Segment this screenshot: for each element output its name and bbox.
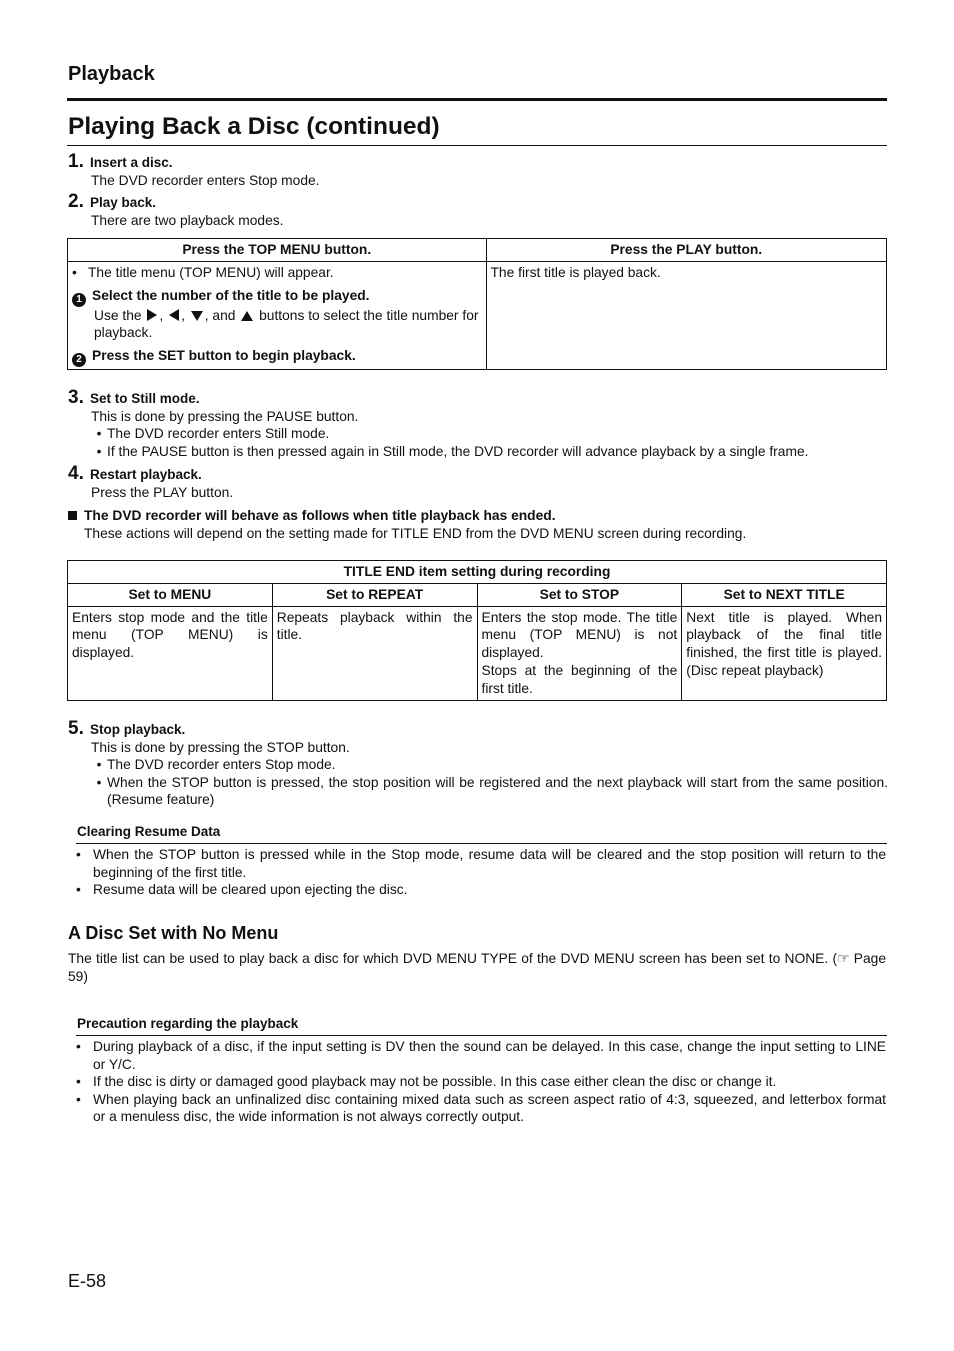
up-arrow-icon bbox=[241, 311, 253, 321]
list-item: 1 Select the number of the title to be played. bbox=[72, 287, 482, 307]
title-rule bbox=[67, 145, 887, 146]
down-arrow-icon bbox=[191, 311, 203, 321]
step-title: Stop playback. bbox=[90, 722, 186, 737]
step-1 bbox=[68, 153, 888, 189]
table-header: Set to NEXT TITLE bbox=[682, 583, 887, 606]
step-desc: The DVD recorder enters Stop mode. bbox=[91, 172, 320, 188]
step-desc: Press the PLAY button. bbox=[91, 484, 234, 500]
table-header: Set to MENU bbox=[68, 583, 273, 606]
header-rule bbox=[67, 98, 887, 101]
list-item: • The DVD recorder enters Stop mode. bbox=[96, 757, 336, 772]
precaution-list bbox=[68, 1038, 886, 1126]
section-header: Playback bbox=[68, 63, 155, 85]
list-item: • When playing back an unfinalized disc containing mixed data such as screen aspect ratio of 4:3, squeezed, and letterbox format or a menuless disc, the wide information is not always correctly output. bbox=[76, 1091, 886, 1124]
list-item: • Resume data will be cleared upon ejecting the disc. bbox=[76, 882, 408, 897]
clearing-heading: Clearing Resume Data bbox=[77, 824, 221, 839]
step-instructions: Use the , , , and buttons to select the title number for playback. bbox=[94, 307, 479, 341]
right-arrow-icon bbox=[147, 309, 157, 321]
table-cell: Repeats playback within the title. bbox=[272, 606, 477, 700]
table-header: Set to REPEAT bbox=[272, 583, 477, 606]
note-heading: The DVD recorder will behave as follows when title playback has ended. bbox=[84, 508, 556, 523]
table-cell: Next title is played. When playback of the final title finished, the first title is played. (Disc repeat playback) bbox=[682, 606, 887, 700]
list-item: • When the STOP button is pressed, the stop position will be registered and the next playback will start from the same position. (Resume feature) bbox=[96, 774, 888, 807]
table-cell bbox=[68, 261, 487, 369]
list-item: • When the STOP button is pressed while in the Stop mode, resume data will be cleared and the stop position will return to the beginning of the first title. bbox=[76, 847, 886, 880]
step-title: Insert a disc. bbox=[90, 155, 173, 170]
clearing-rule bbox=[76, 843, 887, 844]
step-number: 3. bbox=[68, 387, 84, 408]
precaution-heading: Precaution regarding the playback bbox=[77, 1016, 299, 1031]
list-item: • The DVD recorder enters Still mode. bbox=[96, 426, 330, 441]
table-header: Set to STOP bbox=[477, 583, 682, 606]
no-menu-heading: A Disc Set with No Menu bbox=[68, 923, 279, 943]
page-number: E-58 bbox=[68, 1271, 107, 1291]
list-item: • During playback of a disc, if the input setting is DV then the sound can be delayed. In this case, change the input setting to LINE or Y/C. bbox=[76, 1039, 886, 1072]
step-number: 1. bbox=[68, 151, 84, 172]
title-end-table bbox=[67, 560, 887, 701]
note-desc: These actions will depend on the setting made for TITLE END from the DVD MENU screen during recording. bbox=[84, 525, 747, 541]
step-5 bbox=[68, 720, 888, 809]
page-title: Playing Back a Disc (continued) bbox=[68, 113, 440, 140]
step-title: Restart playback. bbox=[90, 467, 202, 482]
step-number: 4. bbox=[68, 463, 84, 484]
step-title: Play back. bbox=[90, 195, 157, 210]
step-desc: This is done by pressing the STOP button. bbox=[91, 739, 350, 755]
list-item: • The title menu (TOP MENU) will appear. bbox=[72, 264, 334, 280]
left-arrow-icon bbox=[169, 309, 179, 321]
list-item: 2 Press the SET button to begin playback. bbox=[72, 347, 482, 367]
list-item: • If the PAUSE button is then pressed again in Still mode, the DVD recorder will advance playback by a single frame. bbox=[96, 443, 809, 459]
table-header: Press the PLAY button. bbox=[486, 239, 887, 262]
table-cell: Enters the stop mode. The title menu (TOP MENU) is not displayed. Stops at the beginning of the first title. bbox=[477, 606, 682, 700]
step-number: 2. bbox=[68, 191, 84, 212]
circled-number: 2 bbox=[72, 353, 86, 367]
table-header: Press the TOP MENU button. bbox=[68, 239, 487, 262]
step-desc: There are two playback modes. bbox=[91, 212, 284, 228]
step-2 bbox=[68, 193, 888, 229]
step-title: Set to Still mode. bbox=[90, 391, 200, 406]
table-cell: Enters stop mode and the title menu (TOP MENU) is displayed. bbox=[68, 606, 273, 700]
table-title: TITLE END item setting during recording bbox=[68, 561, 887, 584]
clearing-list bbox=[68, 846, 886, 899]
list-item: • If the disc is dirty or damaged good playback may not be possible. In this case either clean the disc or change it. bbox=[76, 1074, 777, 1089]
square-bullet-icon bbox=[68, 511, 77, 520]
step-desc: This is done by pressing the PAUSE button. bbox=[91, 408, 359, 424]
circled-number: 1 bbox=[72, 293, 86, 307]
no-menu-text: The title list can be used to play back a disc for which DVD MENU TYPE of the DVD MENU screen has been set to NONE. (☞ Page 59) bbox=[68, 951, 886, 984]
step-3 bbox=[68, 389, 888, 460]
playback-modes-table bbox=[67, 238, 887, 370]
precaution-rule bbox=[76, 1035, 887, 1036]
title-end-note bbox=[68, 507, 888, 542]
table-cell: The first title is played back. bbox=[486, 261, 887, 369]
step-number: 5. bbox=[68, 718, 84, 739]
page-reference: (☞ Page 59) bbox=[68, 951, 886, 984]
step-4 bbox=[68, 465, 888, 501]
